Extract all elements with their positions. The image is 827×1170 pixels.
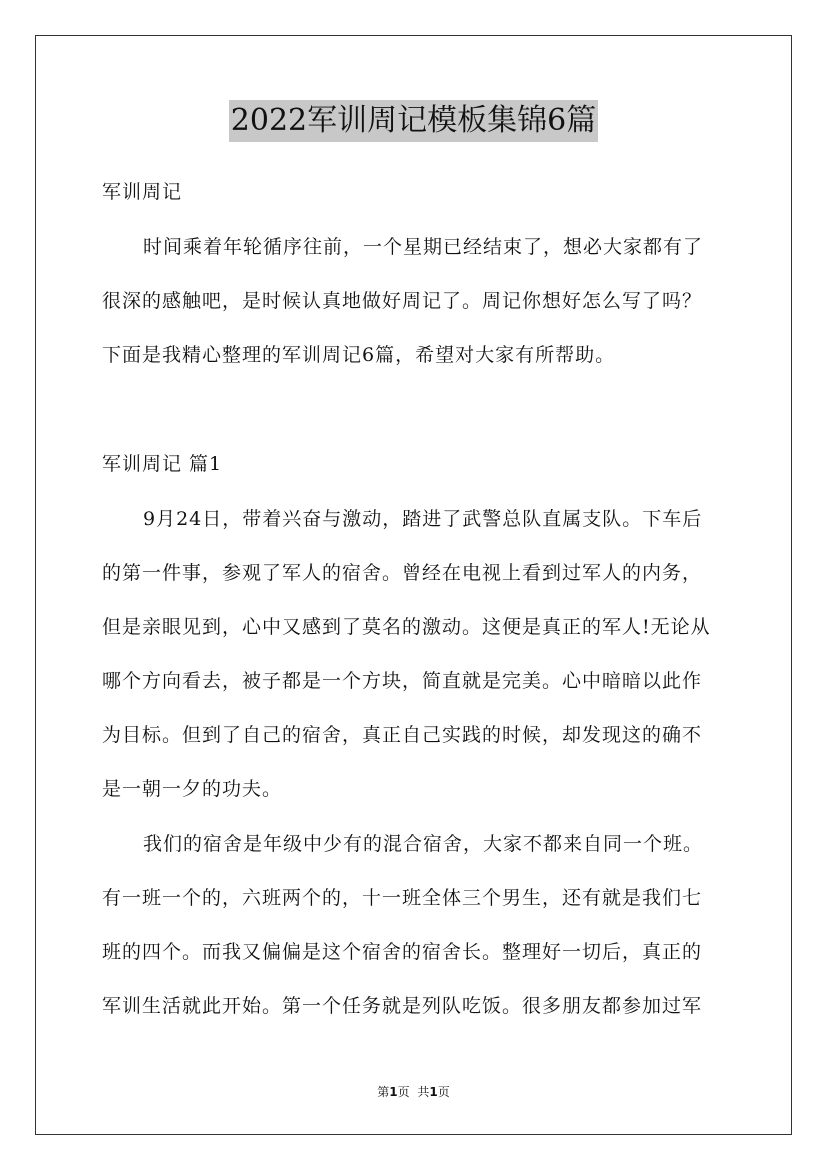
paragraph-line: 有一班一个的，六班两个的，十一班全体三个男生，还有就是我们七 xyxy=(102,887,703,909)
paragraph-line: 军训生活就此开始。第一个任务就是列队吃饭。很多朋友都参加过军 xyxy=(102,995,703,1017)
section-heading: 军训周记 xyxy=(102,181,183,203)
footer-page-prefix: 第 xyxy=(377,1085,390,1099)
title-container xyxy=(0,100,827,142)
intro-line: 时间乘着年轮循序往前，一个星期已经结束了，想必大家都有了 xyxy=(143,236,704,258)
paragraph-line: 班的四个。而我又偏偏是这个宿舍的宿舍长。整理好一切后，真正的 xyxy=(102,941,703,963)
intro-line: 很深的感触吧，是时候认真地做好周记了。周记你想好怎么写了吗？ xyxy=(102,290,703,312)
footer-total-prefix: 共 xyxy=(417,1085,430,1099)
paragraph-line: 哪个方向看去，被子都是一个方块，简直就是完美。心中暗暗以此作 xyxy=(102,670,703,692)
paragraph-line: 是一朝一夕的功夫。 xyxy=(102,778,283,800)
footer-total-suffix: 页 xyxy=(437,1085,450,1099)
article-heading: 军训周记 篇1 xyxy=(102,453,223,475)
paragraph-line: 我们的宿舍是年级中少有的混合宿舍，大家不都来自同一个班。 xyxy=(143,833,704,855)
document-title: 2022军训周记模板集锦6篇 xyxy=(229,100,598,142)
paragraph-line: 的第一件事，参观了军人的宿舍。曾经在电视上看到过军人的内务， xyxy=(102,562,703,584)
paragraph-line: 9月24日，带着兴奋与激动，踏进了武警总队直属支队。下车后 xyxy=(143,508,703,530)
intro-line: 下面是我精心整理的军训周记6篇，希望对大家有所帮助。 xyxy=(102,344,616,366)
footer-page-number: 1 xyxy=(389,1085,398,1099)
page-footer xyxy=(0,1084,827,1100)
paragraph-line: 为目标。但到了自己的宿舍，真正自己实践的时候，却发现这的确不 xyxy=(102,724,703,746)
footer-total-number: 1 xyxy=(429,1085,438,1099)
footer-page-suffix: 页 xyxy=(397,1085,410,1099)
paragraph-line: 但是亲眼见到，心中又感到了莫名的激动。这便是真正的军人!无论从 xyxy=(102,616,711,638)
